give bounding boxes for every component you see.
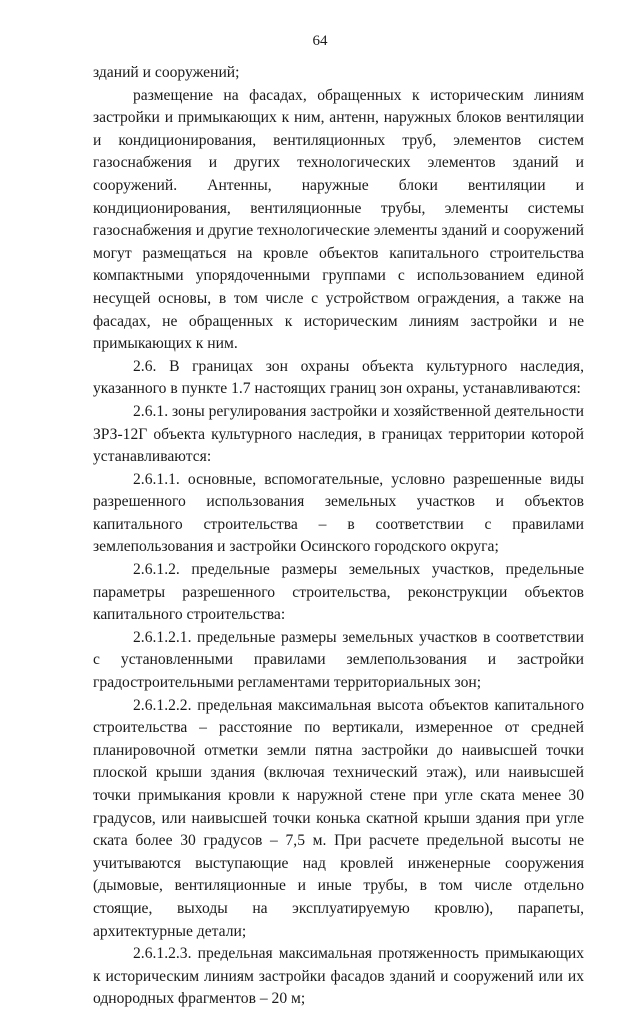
paragraph: 2.6.1.2.2. предельная максимальная высота объектов капитального строительства – расстояние по вертикали, измеренное от средней планировочной отметки земли пятна застройки до наивысшей точки плоской крыши здания (включая технический этаж), или наивысшей точки примыкания кровли к наружной стене при угле ската менее 30 градусов, или наивысшей точки конька скатной крыши здания при угле ската более 30 градусов – 7,5 м. При расчете предельной высоты не учитываются выступающие над кровлей инженерные сооружения (дымовые, вентиляционные и иные трубы, в том числе отдельно стоящие, выходы на эксплуатируемую кровлю), парапеты, архитектурные детали; xyxy=(93,696,584,940)
paragraph: 2.6.1.1. основные, вспомогательные, условно разрешенные виды разрешенного использования земельных участков и объектов капитального строительства – в соответствии с правилами землепользования и застройки Осинского городского округа; xyxy=(93,470,584,556)
paragraph: размещение на фасадах, обращенных к историческим линиям застройки и примыкающих к ним, антенн, наружных блоков вентиляции и кондиционирования, вентиляционных труб, элементов систем газоснабжения и других технологических элементов зданий и сооружений. Антенны, наружные блоки вентиляции и кондиционирования, вентиляционные трубы, элементы системы газоснабжения и другие технологические элементы зданий и сооружений могут размещаться на кровле объектов капитального строительства компактными упорядоченными группами с использованием единой несущей основы, в том числе с устройством ограждения, а также на фасадах, не обращенных к историческим линиям застройки и не примыкающих к ним. xyxy=(93,86,584,353)
paragraph: 2.6.1.2.3. предельная максимальная протяженность примыкающих к историческим линиям застройки фасадов зданий и сооружений или их однородных фрагментов – 20 м; xyxy=(93,945,584,1008)
paragraph: 2.6. В границах зон охраны объекта культурного наследия, указанного в пункте 1.7 настоящих границ зон охраны, устанавливаются: xyxy=(93,357,584,398)
paragraph: 2.6.1.2. предельные размеры земельных участков, предельные параметры разрешенного строительства, реконструкции объектов капитального строительства: xyxy=(93,561,584,624)
paragraph: 2.6.1.2.1. предельные размеры земельных участков в соответствии с установленными правилами землепользования и застройки градостроительными регламентами территориальных зон; xyxy=(93,628,584,692)
page-number: 64 xyxy=(312,33,328,49)
paragraph: 2.6.1. зоны регулирования застройки и хозяйственной деятельности ЗРЗ-12Г объекта культурного наследия, в границах территории которой устанавливаются: xyxy=(93,402,584,466)
document-body xyxy=(93,62,584,1011)
paragraph: зданий и сооружений; xyxy=(93,64,240,81)
